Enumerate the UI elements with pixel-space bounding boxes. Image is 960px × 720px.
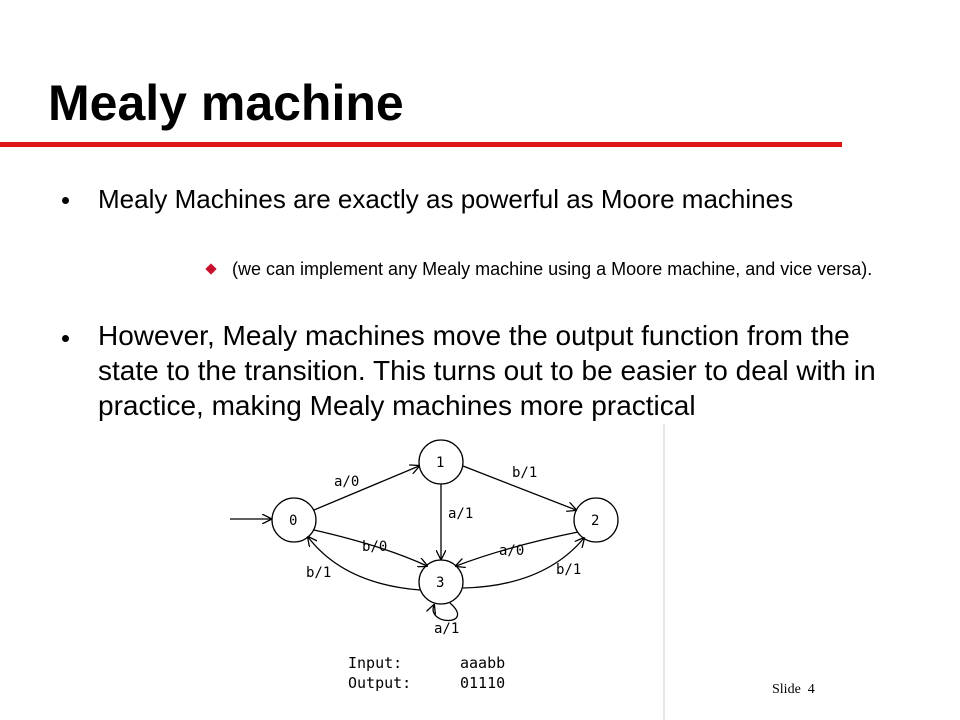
bullet-2-text: However, Mealy machines move the output function from the state to the transition. This turns out to be easier to deal with in practice, making Mealy machines more practical xyxy=(98,320,876,421)
slide-number-value: 4 xyxy=(807,682,815,697)
transition-label: a/0 xyxy=(499,543,525,559)
transition-3-3-loop xyxy=(433,603,457,621)
input-label: Input: xyxy=(348,654,403,672)
transition-label: b/1 xyxy=(512,465,538,481)
transition-label: b/1 xyxy=(306,565,332,581)
bullet-1-text: Mealy Machines are exactly as powerful as Moore machines xyxy=(98,184,794,214)
transition-label: b/1 xyxy=(556,562,582,578)
transition-label: a/1 xyxy=(448,506,474,522)
state-2-label: 2 xyxy=(591,513,600,529)
title-underline xyxy=(0,142,842,147)
transition-label: b/0 xyxy=(362,539,388,555)
state-1-label: 1 xyxy=(436,455,445,471)
state-3-label: 3 xyxy=(436,575,445,591)
sub-bullet-marker xyxy=(205,263,216,274)
transition-0-1 xyxy=(314,466,419,510)
output-value: 01110 xyxy=(460,674,506,692)
bullet-marker xyxy=(62,335,69,342)
sub-bullet-text: (we can implement any Mealy machine using a Moore machine, and vice versa). xyxy=(232,259,873,279)
slide-title: Mealy machine xyxy=(48,75,404,131)
output-label: Output: xyxy=(348,674,412,692)
transition-label: a/1 xyxy=(434,621,460,637)
mealy-state-diagram xyxy=(214,424,666,720)
state-0-label: 0 xyxy=(289,513,298,529)
slide-number xyxy=(772,682,815,698)
transition-label: a/0 xyxy=(334,474,360,490)
input-value: aaabb xyxy=(460,654,506,672)
slide-label-text: Slide xyxy=(772,682,801,697)
bullet-marker xyxy=(62,197,69,204)
